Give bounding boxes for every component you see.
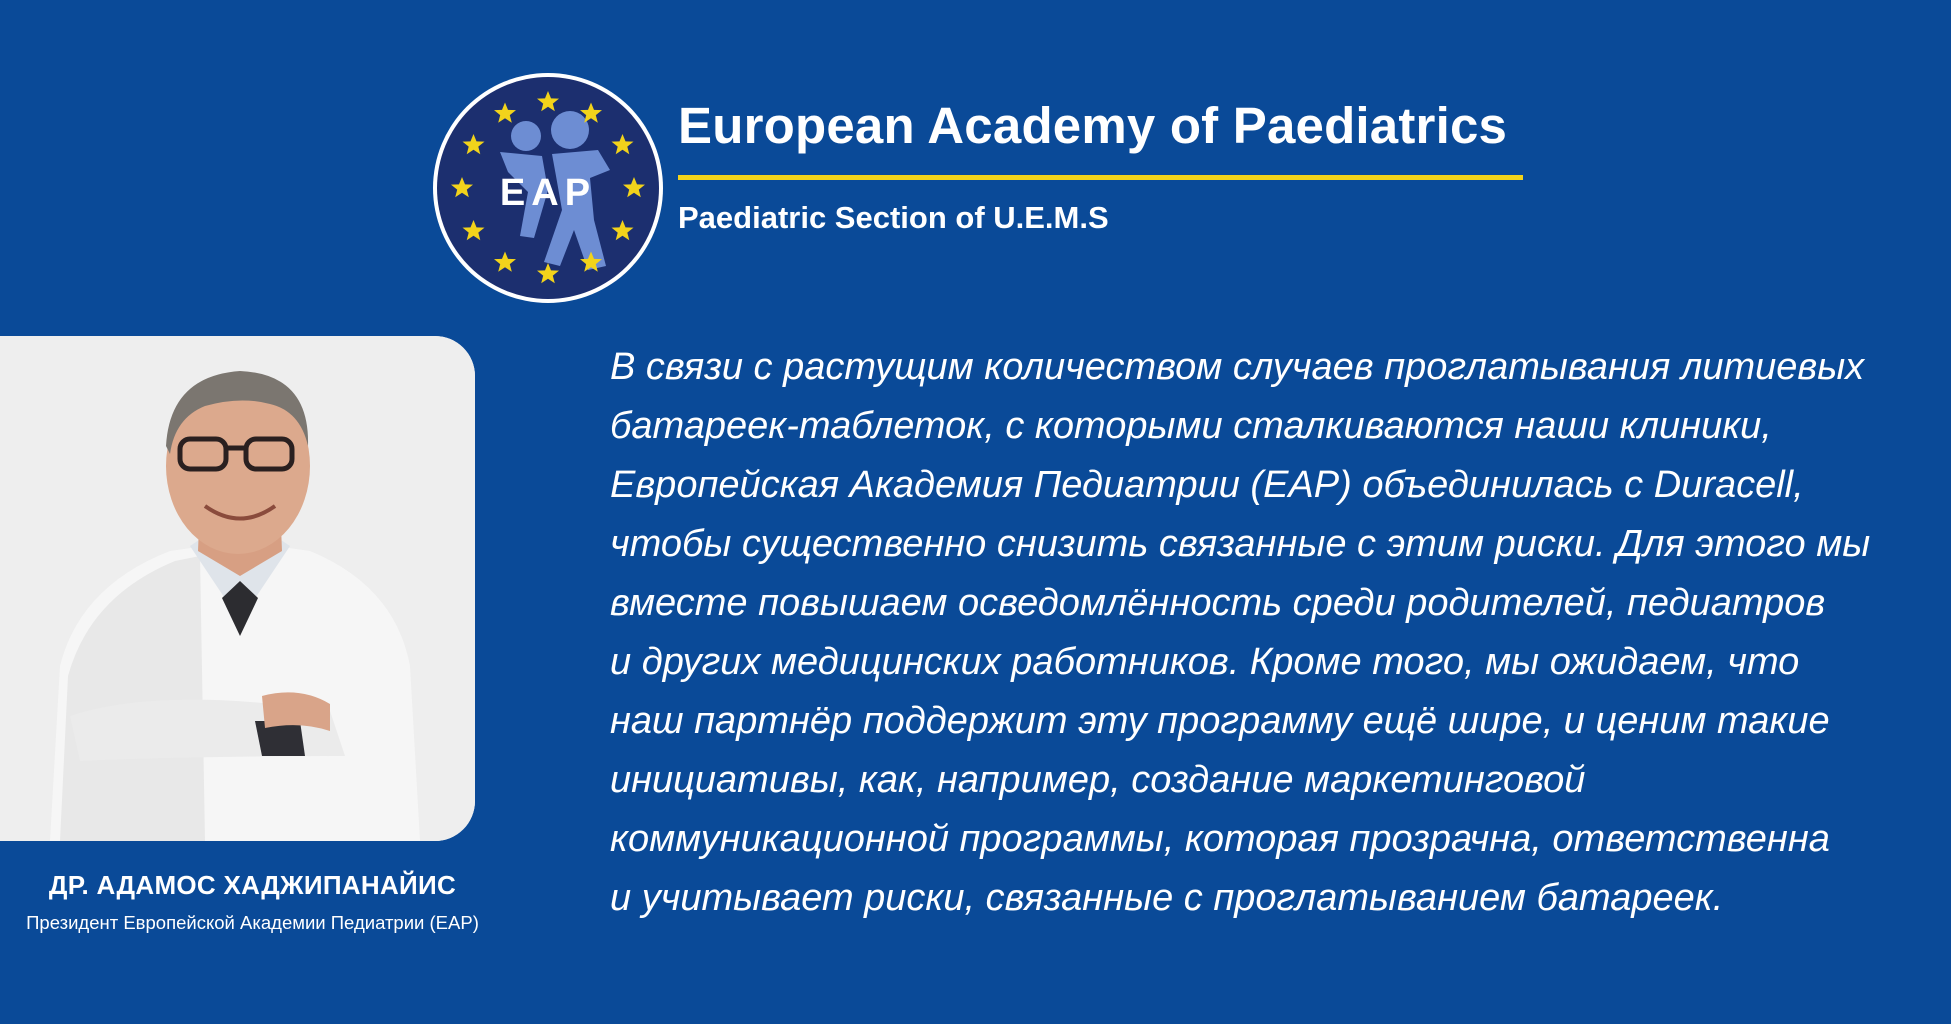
portrait-photo: [0, 336, 475, 841]
quote-text: [610, 338, 1930, 928]
quote-line: вместе повышаем осведомлённость среди родителей, педиатров: [610, 582, 1826, 624]
person-name: ДР. АДАМОС ХАДЖИПАНАЙИС: [48, 870, 457, 900]
quote-line: наш партнёр поддержит эту программу ещё шире, и ценим такие: [610, 700, 1830, 742]
logo-text: EAP: [499, 172, 597, 214]
header-divider: [678, 175, 1523, 180]
eap-logo-emblem: [430, 70, 666, 306]
portrait-illustration: [0, 336, 475, 841]
organization-name: European Academy of Paediatrics: [678, 97, 1508, 154]
person-title: Президент Европейской Академии Педиатрии (EAP): [26, 912, 479, 933]
quote-line: чтобы существенно снизить связанные с этим риски. Для этого мы: [610, 523, 1871, 565]
quote-line: Европейская Академия Педиатрии (EAP) объединилась с Duracell,: [610, 464, 1804, 506]
quote-line: и учитывает риски, связанные с проглатыванием батареек.: [610, 877, 1724, 919]
eap-logo: [430, 70, 666, 306]
quote-line: В связи с растущим количеством случаев проглатывания литиевых: [610, 346, 1865, 388]
organization-subtitle: Paediatric Section of U.E.M.S: [678, 200, 1109, 235]
quote-line: коммуникационной программы, которая прозрачна, ответственна: [610, 818, 1830, 860]
quote-line: инициативы, как, например, создание маркетинговой: [610, 759, 1586, 801]
quote-line: батареек-таблеток, с которыми сталкиваются наши клиники,: [610, 405, 1772, 447]
quote-line: и других медицинских работников. Кроме того, мы ожидаем, что: [610, 641, 1800, 683]
